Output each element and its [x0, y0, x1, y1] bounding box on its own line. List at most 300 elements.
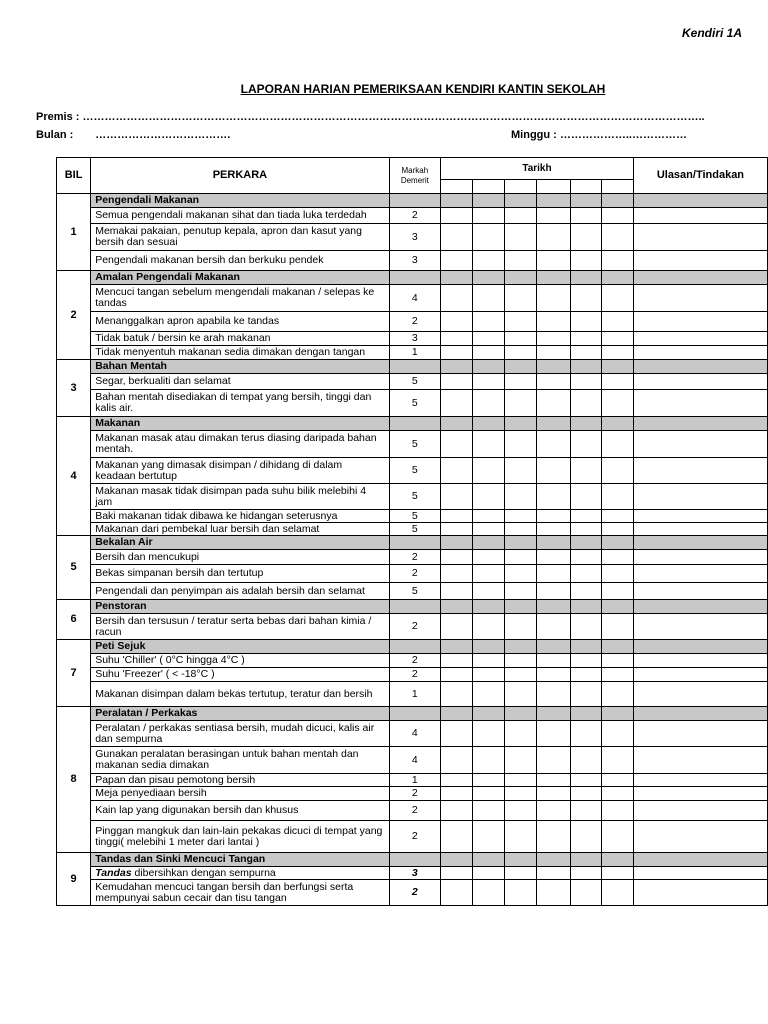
remarks-cell[interactable]	[633, 801, 767, 821]
item-row	[57, 510, 768, 523]
date-check-cell[interactable]	[537, 880, 570, 906]
remarks-cell[interactable]	[633, 614, 767, 640]
date-check-cell[interactable]	[505, 747, 537, 774]
remarks-cell[interactable]	[633, 565, 767, 583]
date-check-cell[interactable]	[570, 251, 602, 271]
date-check-cell[interactable]	[570, 721, 602, 747]
date-check-cell[interactable]	[537, 458, 570, 484]
date-check-cell[interactable]	[537, 550, 570, 565]
section-header-cell	[389, 707, 441, 721]
date-check-cell[interactable]	[505, 523, 537, 536]
date-check-cell[interactable]	[537, 510, 570, 523]
date-check-cell[interactable]	[537, 787, 570, 801]
date-check-cell[interactable]	[570, 774, 602, 787]
date-check-cell[interactable]	[537, 565, 570, 583]
date-check-cell[interactable]	[602, 312, 634, 332]
date-check-cell[interactable]	[441, 523, 473, 536]
date-check-cell[interactable]	[472, 880, 505, 906]
date-check-cell[interactable]	[441, 880, 473, 906]
date-check-cell[interactable]	[472, 668, 505, 682]
date-check-cell[interactable]	[570, 374, 602, 390]
remarks-cell[interactable]	[633, 431, 767, 458]
date-check-cell[interactable]	[472, 747, 505, 774]
header-tarikh: Tarikh	[441, 158, 634, 180]
date-col-4[interactable]	[537, 179, 570, 193]
date-check-cell[interactable]	[602, 668, 634, 682]
date-check-cell[interactable]	[537, 390, 570, 417]
date-check-cell[interactable]	[602, 374, 634, 390]
item-row	[57, 801, 768, 821]
remarks-cell[interactable]	[633, 346, 767, 360]
date-check-cell[interactable]	[441, 821, 473, 853]
item-description: Kemudahan mencuci tangan bersih dan berfungsi serta mempunyai sabun cecair dan tisu tangan	[91, 880, 389, 906]
date-check-cell[interactable]	[472, 484, 505, 510]
date-col-6[interactable]	[602, 179, 634, 193]
section-title: Penstoran	[91, 600, 389, 614]
date-check-cell[interactable]	[570, 390, 602, 417]
date-check-cell[interactable]	[441, 251, 473, 271]
item-row	[57, 682, 768, 707]
demerit-mark: 5	[389, 583, 441, 600]
date-check-cell[interactable]	[602, 431, 634, 458]
date-check-cell[interactable]	[441, 774, 473, 787]
date-check-cell[interactable]	[602, 523, 634, 536]
date-check-cell[interactable]	[570, 614, 602, 640]
section-header-cell	[441, 640, 473, 654]
remarks-cell[interactable]	[633, 312, 767, 332]
demerit-mark: 2	[389, 565, 441, 583]
demerit-mark: 2	[389, 614, 441, 640]
date-check-cell[interactable]	[441, 747, 473, 774]
date-check-cell[interactable]	[602, 208, 634, 224]
item-description: Pengendali makanan bersih dan berkuku pendek	[91, 251, 389, 271]
section-header-cell	[633, 536, 767, 550]
date-check-cell[interactable]	[505, 550, 537, 565]
date-check-cell[interactable]	[441, 565, 473, 583]
date-check-cell[interactable]	[602, 682, 634, 707]
section-title: Pengendali Makanan	[91, 194, 389, 208]
premis-field: Premis : ……………………………………………………………………………………………………………………………………………………..	[36, 111, 705, 123]
item-row	[57, 550, 768, 565]
date-check-cell[interactable]	[570, 312, 602, 332]
date-check-cell[interactable]	[570, 458, 602, 484]
date-check-cell[interactable]	[472, 374, 505, 390]
remarks-cell[interactable]	[633, 484, 767, 510]
date-check-cell[interactable]	[472, 565, 505, 583]
date-check-cell[interactable]	[505, 867, 537, 880]
date-check-cell[interactable]	[505, 312, 537, 332]
item-emphasis: Tandas	[95, 866, 132, 879]
date-check-cell[interactable]	[441, 510, 473, 523]
date-check-cell[interactable]	[441, 458, 473, 484]
date-check-cell[interactable]	[570, 880, 602, 906]
date-check-cell[interactable]	[441, 867, 473, 880]
date-check-cell[interactable]	[537, 312, 570, 332]
remarks-cell[interactable]	[633, 332, 767, 346]
remarks-cell[interactable]	[633, 550, 767, 565]
date-check-cell[interactable]	[570, 346, 602, 360]
section-header-cell	[537, 194, 570, 208]
date-check-cell[interactable]	[602, 583, 634, 600]
date-check-cell[interactable]	[602, 654, 634, 668]
demerit-mark: 2	[389, 880, 441, 906]
date-check-cell[interactable]	[537, 821, 570, 853]
remarks-cell[interactable]	[633, 523, 767, 536]
remarks-cell[interactable]	[633, 682, 767, 707]
date-check-cell[interactable]	[505, 390, 537, 417]
date-check-cell[interactable]	[537, 346, 570, 360]
date-check-cell[interactable]	[602, 484, 634, 510]
date-check-cell[interactable]	[441, 332, 473, 346]
date-check-cell[interactable]	[505, 654, 537, 668]
date-check-cell[interactable]	[570, 224, 602, 251]
date-check-cell[interactable]	[602, 747, 634, 774]
section-header-cell	[441, 360, 473, 374]
item-row	[57, 721, 768, 747]
date-check-cell[interactable]	[537, 374, 570, 390]
date-col-2[interactable]	[472, 179, 505, 193]
date-check-cell[interactable]	[570, 550, 602, 565]
section-number: 6	[57, 600, 91, 640]
date-check-cell[interactable]	[537, 208, 570, 224]
date-check-cell[interactable]	[472, 654, 505, 668]
date-check-cell[interactable]	[505, 510, 537, 523]
section-header-cell	[602, 640, 634, 654]
date-check-cell[interactable]	[537, 801, 570, 821]
date-check-cell[interactable]	[570, 801, 602, 821]
item-row	[57, 880, 768, 906]
date-check-cell[interactable]	[570, 565, 602, 583]
remarks-cell[interactable]	[633, 208, 767, 224]
date-check-cell[interactable]	[570, 208, 602, 224]
date-check-cell[interactable]	[441, 801, 473, 821]
section-header-row	[57, 600, 768, 614]
section-header-cell	[472, 707, 505, 721]
remarks-cell[interactable]	[633, 224, 767, 251]
date-check-cell[interactable]	[602, 390, 634, 417]
remarks-cell[interactable]	[633, 251, 767, 271]
section-number: 4	[57, 417, 91, 536]
date-check-cell[interactable]	[537, 484, 570, 510]
date-check-cell[interactable]	[570, 787, 602, 801]
section-header-cell	[602, 194, 634, 208]
date-check-cell[interactable]	[505, 484, 537, 510]
item-row	[57, 583, 768, 600]
item-description: Tidak menyentuh makanan sedia dimakan dengan tangan	[91, 346, 389, 360]
date-check-cell[interactable]	[505, 821, 537, 853]
date-check-cell[interactable]	[602, 285, 634, 312]
demerit-mark: 4	[389, 747, 441, 774]
section-header-cell	[570, 853, 602, 867]
section-header-cell	[505, 417, 537, 431]
date-check-cell[interactable]	[441, 374, 473, 390]
date-check-cell[interactable]	[441, 224, 473, 251]
date-check-cell[interactable]	[505, 721, 537, 747]
section-number: 2	[57, 271, 91, 360]
date-col-1[interactable]	[441, 179, 473, 193]
section-header-cell	[570, 536, 602, 550]
date-check-cell[interactable]	[570, 583, 602, 600]
demerit-mark: 3	[389, 332, 441, 346]
date-check-cell[interactable]	[441, 668, 473, 682]
date-check-cell[interactable]	[441, 346, 473, 360]
date-check-cell[interactable]	[537, 774, 570, 787]
date-check-cell[interactable]	[602, 821, 634, 853]
date-check-cell[interactable]	[472, 431, 505, 458]
date-check-cell[interactable]	[472, 390, 505, 417]
item-row	[57, 747, 768, 774]
date-check-cell[interactable]	[602, 614, 634, 640]
item-description: Makanan masak atau dimakan terus diasing daripada bahan mentah.	[91, 431, 389, 458]
remarks-cell[interactable]	[633, 821, 767, 853]
date-check-cell[interactable]	[472, 682, 505, 707]
date-check-cell[interactable]	[441, 390, 473, 417]
remarks-cell[interactable]	[633, 774, 767, 787]
date-check-cell[interactable]	[602, 458, 634, 484]
section-number: 3	[57, 360, 91, 417]
item-description: Segar, berkualiti dan selamat	[91, 374, 389, 390]
date-check-cell[interactable]	[441, 654, 473, 668]
date-check-cell[interactable]	[472, 346, 505, 360]
date-check-cell[interactable]	[537, 285, 570, 312]
date-check-cell[interactable]	[441, 682, 473, 707]
date-check-cell[interactable]	[472, 550, 505, 565]
date-check-cell[interactable]	[537, 668, 570, 682]
remarks-cell[interactable]	[633, 721, 767, 747]
date-check-cell[interactable]	[505, 787, 537, 801]
remarks-cell[interactable]	[633, 390, 767, 417]
section-header-cell	[570, 194, 602, 208]
remarks-cell[interactable]	[633, 374, 767, 390]
date-check-cell[interactable]	[602, 774, 634, 787]
date-check-cell[interactable]	[441, 614, 473, 640]
section-header-row	[57, 536, 768, 550]
remarks-cell[interactable]	[633, 510, 767, 523]
demerit-mark: 3	[389, 867, 441, 880]
section-header-cell	[505, 536, 537, 550]
date-check-cell[interactable]	[472, 285, 505, 312]
date-check-cell[interactable]	[537, 251, 570, 271]
date-check-cell[interactable]	[441, 787, 473, 801]
demerit-mark: 1	[389, 682, 441, 707]
date-check-cell[interactable]	[570, 285, 602, 312]
remarks-cell[interactable]	[633, 285, 767, 312]
date-check-cell[interactable]	[472, 867, 505, 880]
date-check-cell[interactable]	[472, 458, 505, 484]
remarks-cell[interactable]	[633, 458, 767, 484]
date-check-cell[interactable]	[537, 431, 570, 458]
date-check-cell[interactable]	[602, 801, 634, 821]
date-check-cell[interactable]	[602, 510, 634, 523]
demerit-mark: 2	[389, 654, 441, 668]
table-body	[57, 194, 768, 906]
date-check-cell[interactable]	[441, 312, 473, 332]
item-description: Meja penyediaan bersih	[91, 787, 389, 801]
section-header-cell	[537, 536, 570, 550]
item-description: Makanan disimpan dalam bekas tertutup, teratur dan bersih	[91, 682, 389, 707]
date-check-cell[interactable]	[570, 821, 602, 853]
date-check-cell[interactable]	[505, 208, 537, 224]
date-check-cell[interactable]	[472, 583, 505, 600]
section-header-cell	[389, 640, 441, 654]
section-header-cell	[633, 640, 767, 654]
date-check-cell[interactable]	[537, 747, 570, 774]
date-check-cell[interactable]	[472, 510, 505, 523]
section-header-cell	[505, 194, 537, 208]
date-check-cell[interactable]	[441, 285, 473, 312]
date-col-5[interactable]	[570, 179, 602, 193]
date-check-cell[interactable]	[602, 565, 634, 583]
date-check-cell[interactable]	[505, 431, 537, 458]
date-check-cell[interactable]	[570, 510, 602, 523]
date-check-cell[interactable]	[472, 801, 505, 821]
date-check-cell[interactable]	[537, 654, 570, 668]
date-check-cell[interactable]	[537, 614, 570, 640]
date-check-cell[interactable]	[602, 867, 634, 880]
date-check-cell[interactable]	[537, 721, 570, 747]
remarks-cell[interactable]	[633, 654, 767, 668]
section-header-row	[57, 853, 768, 867]
date-check-cell[interactable]	[537, 224, 570, 251]
date-check-cell[interactable]	[472, 251, 505, 271]
date-check-cell[interactable]	[505, 583, 537, 600]
date-check-cell[interactable]	[602, 880, 634, 906]
section-header-cell	[472, 600, 505, 614]
date-check-cell[interactable]	[570, 867, 602, 880]
date-check-cell[interactable]	[505, 682, 537, 707]
date-check-cell[interactable]	[441, 583, 473, 600]
section-header-cell	[441, 194, 473, 208]
date-check-cell[interactable]	[441, 208, 473, 224]
section-number: 9	[57, 853, 91, 906]
remarks-cell[interactable]	[633, 747, 767, 774]
date-check-cell[interactable]	[505, 880, 537, 906]
remarks-cell[interactable]	[633, 583, 767, 600]
demerit-mark: 2	[389, 550, 441, 565]
date-check-cell[interactable]	[602, 332, 634, 346]
date-check-cell[interactable]	[570, 523, 602, 536]
date-check-cell[interactable]	[570, 484, 602, 510]
demerit-mark: 2	[389, 208, 441, 224]
date-check-cell[interactable]	[537, 583, 570, 600]
remarks-cell[interactable]	[633, 867, 767, 880]
date-check-cell[interactable]	[602, 550, 634, 565]
demerit-mark: 5	[389, 523, 441, 536]
date-check-cell[interactable]	[472, 721, 505, 747]
date-check-cell[interactable]	[602, 224, 634, 251]
section-header-cell	[472, 271, 505, 285]
item-description: Suhu 'Freezer' ( < -18°C )	[91, 668, 389, 682]
remarks-cell[interactable]	[633, 787, 767, 801]
date-check-cell[interactable]	[537, 682, 570, 707]
section-header-cell	[602, 417, 634, 431]
date-check-cell[interactable]	[472, 332, 505, 346]
item-row	[57, 374, 768, 390]
date-check-cell[interactable]	[505, 774, 537, 787]
date-check-cell[interactable]	[505, 614, 537, 640]
date-check-cell[interactable]	[441, 550, 473, 565]
date-check-cell[interactable]	[537, 523, 570, 536]
date-check-cell[interactable]	[570, 682, 602, 707]
section-header-cell	[602, 853, 634, 867]
remarks-cell[interactable]	[633, 880, 767, 906]
section-header-cell	[441, 853, 473, 867]
bulan-dots: ……………………………….	[95, 129, 231, 141]
section-header-cell	[602, 271, 634, 285]
date-check-cell[interactable]	[441, 721, 473, 747]
date-check-cell[interactable]	[570, 668, 602, 682]
date-check-cell[interactable]	[505, 458, 537, 484]
section-title: Bekalan Air	[91, 536, 389, 550]
item-row	[57, 523, 768, 536]
page-title	[0, 82, 768, 96]
section-header-cell	[389, 853, 441, 867]
date-check-cell[interactable]	[602, 251, 634, 271]
bulan-label: Bulan :	[36, 129, 74, 141]
date-check-cell[interactable]	[602, 346, 634, 360]
date-check-cell[interactable]	[472, 224, 505, 251]
section-header-row	[57, 640, 768, 654]
date-check-cell[interactable]	[505, 332, 537, 346]
date-check-cell[interactable]	[570, 654, 602, 668]
date-check-cell[interactable]	[472, 312, 505, 332]
section-header-cell	[389, 600, 441, 614]
date-check-cell[interactable]	[537, 332, 570, 346]
date-check-cell[interactable]	[505, 285, 537, 312]
header-markah: Markah Demerit	[389, 158, 441, 194]
date-check-cell[interactable]	[602, 721, 634, 747]
date-check-cell[interactable]	[472, 774, 505, 787]
date-check-cell[interactable]	[570, 747, 602, 774]
item-description: Mencuci tangan sebelum mengendali makanan / selepas ke tandas	[91, 285, 389, 312]
date-check-cell[interactable]	[537, 867, 570, 880]
section-title: Tandas dan Sinki Mencuci Tangan	[91, 853, 389, 867]
header-bil: BIL	[57, 158, 91, 194]
minggu-field: Minggu : ………………..……………	[511, 129, 687, 141]
demerit-mark: 2	[389, 801, 441, 821]
section-header-cell	[472, 360, 505, 374]
section-header-cell	[505, 707, 537, 721]
date-check-cell[interactable]	[472, 208, 505, 224]
item-row	[57, 565, 768, 583]
date-check-cell[interactable]	[570, 332, 602, 346]
date-check-cell[interactable]	[441, 431, 473, 458]
section-header-cell	[633, 194, 767, 208]
date-check-cell[interactable]	[505, 251, 537, 271]
section-header-cell	[441, 707, 473, 721]
date-check-cell[interactable]	[472, 787, 505, 801]
section-header-row	[57, 271, 768, 285]
remarks-cell[interactable]	[633, 668, 767, 682]
section-header-cell	[389, 417, 441, 431]
date-check-cell[interactable]	[602, 787, 634, 801]
item-description: Bekas simpanan bersih dan tertutup	[91, 565, 389, 583]
date-check-cell[interactable]	[505, 801, 537, 821]
item-row	[57, 821, 768, 853]
date-check-cell[interactable]	[505, 224, 537, 251]
date-check-cell[interactable]	[472, 614, 505, 640]
date-check-cell[interactable]	[505, 668, 537, 682]
date-check-cell[interactable]	[570, 431, 602, 458]
date-check-cell[interactable]	[472, 523, 505, 536]
date-check-cell[interactable]	[505, 346, 537, 360]
demerit-mark: 1	[389, 774, 441, 787]
date-check-cell[interactable]	[472, 821, 505, 853]
date-check-cell[interactable]	[505, 565, 537, 583]
date-check-cell[interactable]	[505, 374, 537, 390]
date-col-3[interactable]	[505, 179, 537, 193]
date-check-cell[interactable]	[441, 484, 473, 510]
